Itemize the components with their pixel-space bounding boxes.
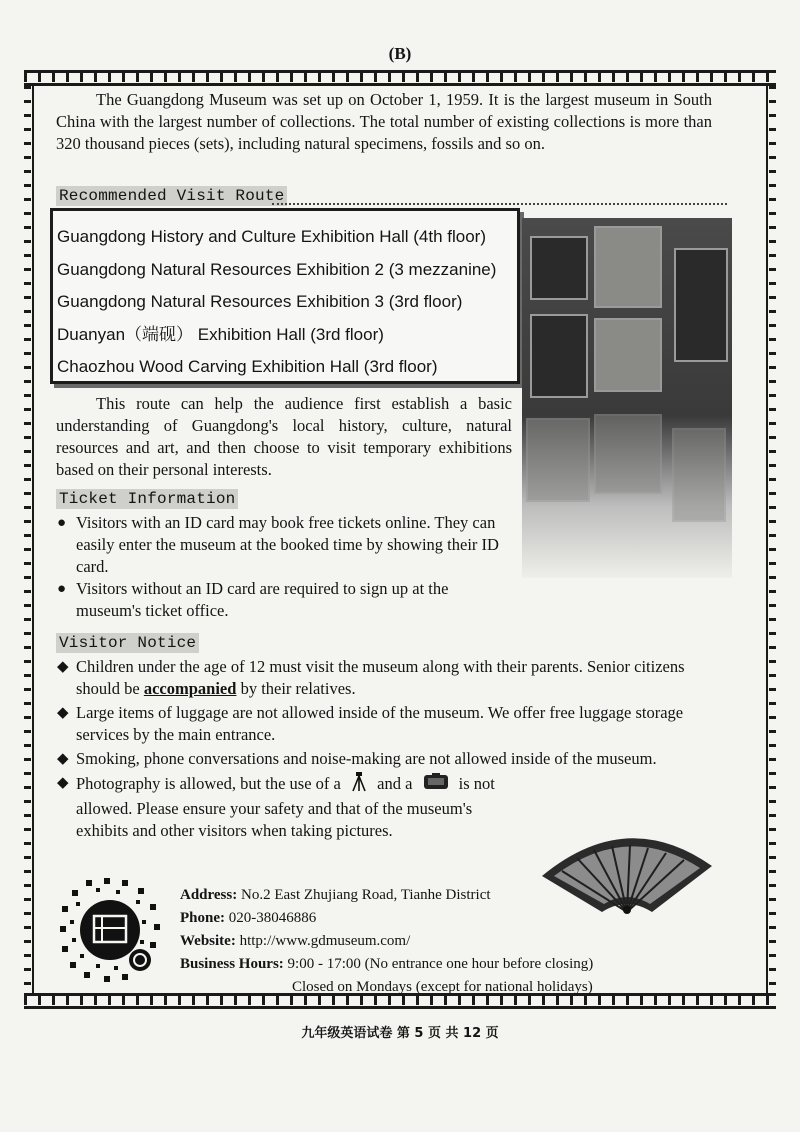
- list-item: ● Visitors without an ID card are required to sign up at the museum's ticket office.: [57, 579, 449, 620]
- ticket-heading: Ticket Information: [56, 489, 238, 509]
- intro-paragraph: The Guangdong Museum was set up on October 1, 1959. It is the largest museum in South China with the largest number of collections. The total number of existing collections is more than 320 thousand pieces (sets), including natural specimens, fossils and so on.: [56, 90, 712, 153]
- route-heading: Recommended Visit Route: [56, 186, 287, 206]
- website-line: Website: http://www.gdmuseum.com/: [180, 933, 411, 949]
- section-label: (B): [388, 44, 412, 63]
- route-item: Guangdong Natural Resources Exhibition 2 (3 mezzanine): [57, 259, 497, 279]
- ticket-list: [56, 512, 516, 622]
- bullet-diamond-icon: ◆: [57, 659, 69, 675]
- route-item: Guangdong Natural Resources Exhibition 3 (3rd floor): [57, 292, 463, 311]
- list-item: ◆ Photography is allowed, but the use of a and a is not allowed. Please ensure your safety and that of the museum's exhibits and other visitors when taking pictures.: [57, 773, 495, 840]
- phone-line: Phone: 020-38046886: [180, 910, 317, 926]
- bullet-dot-icon: ●: [57, 581, 67, 597]
- website-link[interactable]: http://www.gdmuseum.com/: [239, 933, 411, 949]
- route-item: Guangdong History and Culture Exhibition Hall (4th floor): [57, 227, 487, 246]
- route-description: This route can help the audience first establish a basic understanding of Guangdong's local history, culture, natural resources and art, and then choose to visit temporary exhibitions based on their personal interests.: [56, 394, 512, 479]
- bullet-diamond-icon: ◆: [57, 705, 69, 721]
- qr-code-icon: [56, 876, 164, 984]
- list-item: ◆ Smoking, phone conversations and noise-making are not allowed inside of the museum.: [57, 749, 657, 768]
- route-item: Duanyan（端砚） Exhibition Hall (3rd floor): [57, 324, 384, 344]
- greek-key-border-right: [766, 86, 776, 993]
- hours-line: Business Hours: 9:00 - 17:00 (No entrance one hour before closing): [180, 956, 594, 972]
- flash-icon: [423, 773, 449, 797]
- greek-key-border-left: [24, 86, 34, 993]
- emphasized-word: accompanied: [143, 679, 237, 698]
- page-footer: 九年级英语试卷 第 5 页 共 12 页: [301, 1026, 499, 1041]
- list-item: ◆ Children under the age of 12 must visit the museum along with their parents. Senior citizens should be accompanied by their relatives.: [57, 657, 685, 698]
- bullet-dot-icon: ●: [57, 515, 67, 531]
- bullet-diamond-icon: ◆: [57, 751, 69, 767]
- closed-line: Closed on Mondays (except for national holidays): [292, 979, 593, 995]
- tripod-icon: [351, 772, 367, 798]
- bullet-diamond-icon: ◆: [57, 775, 69, 791]
- dotted-divider: [272, 203, 727, 205]
- route-item: Chaozhou Wood Carving Exhibition Hall (3rd floor): [57, 357, 438, 376]
- address-line: Address: No.2 East Zhujiang Road, Tianhe District: [180, 887, 491, 903]
- list-item: ● Visitors with an ID card may book free tickets online. They can easily enter the museum at the booked time by showing their ID card.: [57, 513, 499, 576]
- route-list-box: [50, 208, 520, 384]
- notice-heading: Visitor Notice: [56, 633, 199, 653]
- greek-key-border-top: [24, 70, 776, 86]
- exhibit-photo: [522, 218, 732, 578]
- notice-list: [56, 656, 716, 844]
- list-item: ◆ Large items of luggage are not allowed inside of the museum. We offer free luggage storage services by the main entrance.: [57, 703, 684, 744]
- contact-info: [180, 884, 593, 999]
